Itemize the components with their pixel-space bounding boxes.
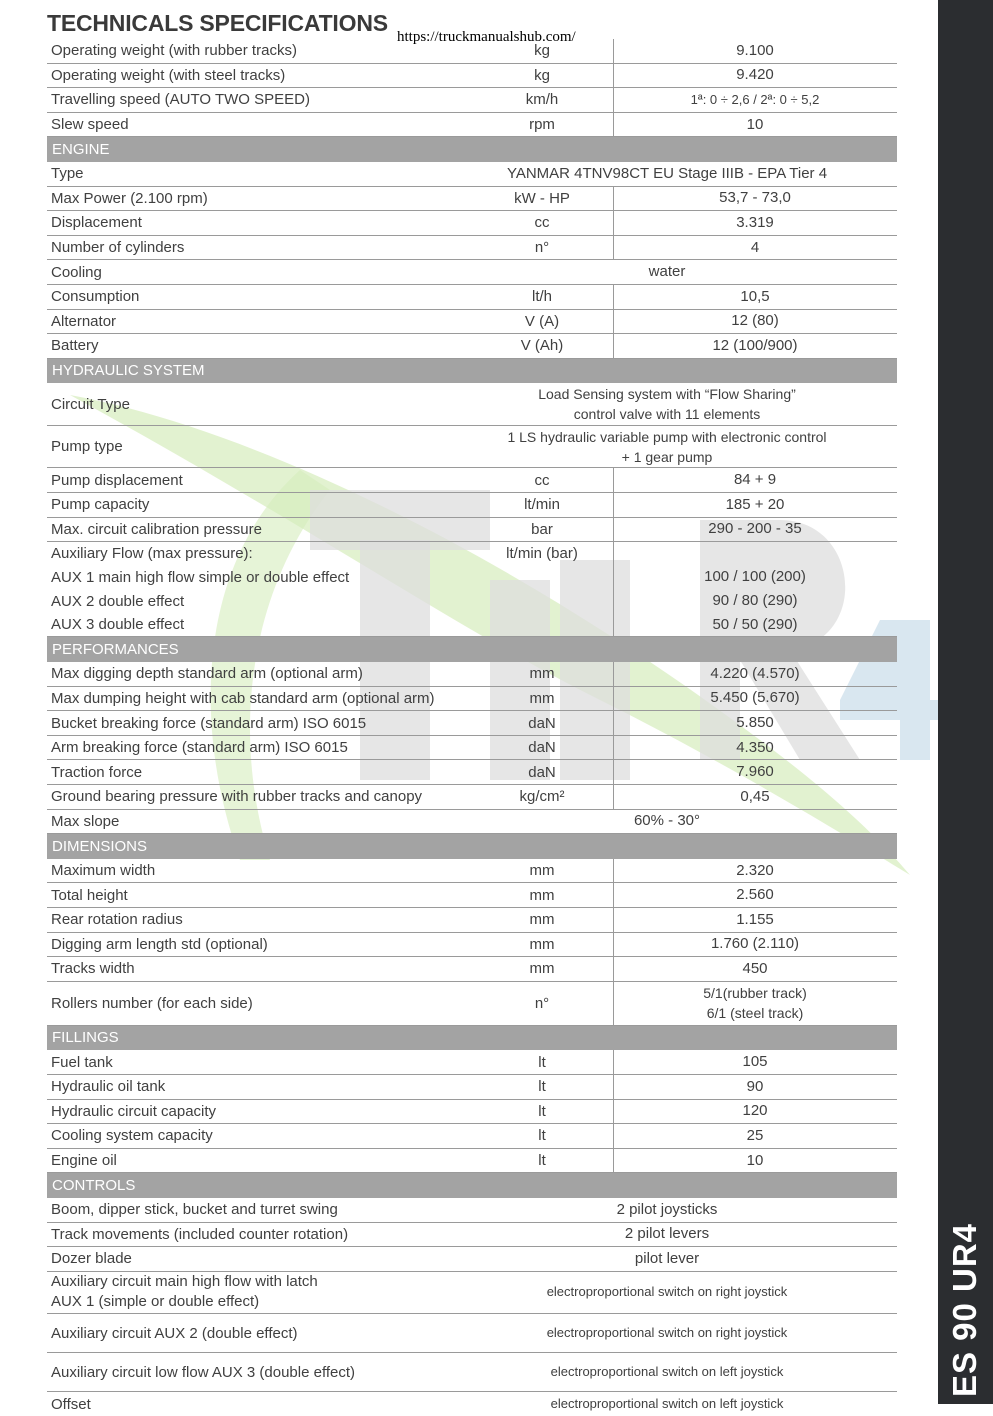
- spec-value-line: control valve with 11 elements: [573, 406, 761, 423]
- spec-label: Fuel tank: [51, 1053, 113, 1071]
- spec-label: Operating weight (with steel tracks): [51, 66, 286, 84]
- spec-unit: mm: [529, 911, 555, 929]
- spec-value: [613, 982, 897, 1025]
- spec-label: Rear rotation radius: [51, 911, 183, 929]
- spec-label: Pump type: [51, 438, 123, 456]
- spec-value: 2 pilot levers: [624, 1225, 710, 1243]
- spec-label: AUX 3 double effect: [51, 616, 185, 634]
- spec-value: 25: [746, 1126, 764, 1144]
- spec-unit: km/h: [525, 91, 559, 109]
- section-header: [47, 1173, 897, 1198]
- spec-unit: rpm: [529, 116, 555, 134]
- spec-row: [47, 542, 897, 566]
- spec-row: [47, 883, 897, 908]
- spec-value: 1.760 (2.110): [710, 935, 800, 953]
- model-name: ES 90 UR4: [946, 1222, 983, 1398]
- source-url: https://truckmanualshub.com/: [397, 29, 576, 45]
- spec-label: Total height: [51, 886, 128, 904]
- spec-label: Number of cylinders: [51, 239, 185, 257]
- spec-label: Cooling: [51, 263, 102, 281]
- spec-value: 120: [742, 1102, 768, 1120]
- spec-value: 10: [746, 115, 764, 133]
- spec-unit: cc: [534, 471, 550, 489]
- spec-table: [47, 39, 897, 1416]
- spec-label: Traction force: [51, 763, 143, 781]
- spec-unit: daN: [528, 763, 556, 781]
- spec-label: Max. circuit calibration pressure: [51, 520, 262, 538]
- spec-value: 4.350: [736, 738, 774, 756]
- spec-row: [47, 64, 897, 89]
- section-title: CONTROLS: [52, 1176, 136, 1194]
- spec-label: Type: [51, 165, 84, 183]
- spec-label: Travelling speed (AUTO TWO SPEED): [51, 91, 310, 109]
- spec-row: [47, 260, 897, 285]
- spec-row: [47, 1314, 897, 1353]
- spec-row: [47, 383, 897, 426]
- spec-row: [47, 1100, 897, 1125]
- spec-value: 105: [742, 1053, 768, 1071]
- spec-value: 100 / 100 (200): [704, 568, 806, 586]
- spec-label: Hydraulic circuit capacity: [51, 1102, 217, 1120]
- spec-row: [47, 113, 897, 138]
- spec-label: Max Power (2.100 rpm): [51, 189, 208, 207]
- spec-label: Bucket breaking force (standard arm) ISO 6015: [51, 714, 367, 732]
- spec-value: 50 / 50 (290): [712, 615, 798, 633]
- spec-label: Digging arm length std (optional): [51, 935, 268, 953]
- spec-value: 84 + 9: [733, 471, 777, 489]
- spec-value-line: 6/1 (steel track): [706, 1005, 804, 1022]
- spec-unit: mm: [529, 689, 555, 707]
- spec-row: [47, 1050, 897, 1075]
- spec-unit: lt/h: [531, 288, 552, 306]
- spec-label: Circuit Type: [51, 395, 130, 413]
- spec-value: 2.320: [736, 861, 774, 879]
- spec-unit: lt/min: [524, 496, 560, 514]
- spec-row: [47, 711, 897, 736]
- spec-row: [47, 236, 897, 261]
- spec-unit: kg: [534, 42, 550, 60]
- spec-value: 60% - 30°: [633, 812, 701, 830]
- spec-label: Consumption: [51, 288, 140, 306]
- spec-value: water: [648, 263, 686, 281]
- spec-value: 10,5: [740, 287, 770, 305]
- spec-unit: daN: [528, 714, 556, 732]
- spec-label: Arm breaking force (standard arm) ISO 6015: [51, 739, 348, 757]
- spec-row: [47, 933, 897, 958]
- spec-label: Hydraulic oil tank: [51, 1078, 166, 1096]
- spec-unit: cc: [534, 214, 550, 232]
- spec-label: Pump displacement: [51, 471, 183, 489]
- spec-value: 3.319: [736, 213, 774, 231]
- spec-value: 5.850: [736, 714, 774, 732]
- spec-label: Pump capacity: [51, 496, 150, 514]
- spec-unit: kW - HP: [514, 189, 570, 207]
- spec-label: Cooling system capacity: [51, 1127, 213, 1145]
- spec-row: [47, 908, 897, 933]
- spec-label: Rollers number (for each side): [51, 994, 253, 1012]
- spec-value: [613, 542, 897, 566]
- spec-row: [47, 1392, 897, 1416]
- spec-label: Dozer blade: [51, 1250, 132, 1268]
- spec-row: [47, 589, 897, 613]
- spec-row: [47, 810, 897, 835]
- spec-label: Operating weight (with rubber tracks): [51, 42, 297, 60]
- spec-label: Slew speed: [51, 116, 129, 134]
- spec-label: Track movements (included counter rotation): [51, 1225, 349, 1243]
- spec-unit: lt: [538, 1053, 546, 1071]
- spec-unit: mm: [529, 960, 555, 978]
- section-header: [47, 834, 897, 859]
- spec-value: 7.960: [736, 763, 774, 781]
- spec-label: [51, 1272, 491, 1314]
- section-title: ENGINE: [52, 140, 110, 158]
- spec-value: 90: [746, 1077, 764, 1095]
- spec-value: 2 pilot joysticks: [616, 1200, 718, 1218]
- spec-unit: n°: [534, 239, 550, 257]
- spec-unit: kg/cm²: [519, 788, 565, 806]
- spec-row: [47, 1124, 897, 1149]
- spec-row: [47, 285, 897, 310]
- spec-value: 1.155: [736, 910, 774, 928]
- spec-value: 9.420: [736, 66, 774, 84]
- spec-label: Auxiliary circuit low flow AUX 3 (double effect): [51, 1363, 356, 1381]
- spec-value-line: Load Sensing system with “Flow Sharing”: [538, 386, 796, 403]
- spec-value-line: 5/1(rubber track): [703, 985, 807, 1002]
- spec-value: 1ª: 0 ÷ 2,6 / 2ª: 0 ÷ 5,2: [690, 91, 820, 107]
- spec-row: [47, 518, 897, 543]
- spec-value: pilot lever: [634, 1249, 700, 1267]
- spec-value: [437, 426, 897, 468]
- spec-value: 9.100: [736, 41, 774, 59]
- section-header: [47, 359, 897, 384]
- spec-label: AUX 1 main high flow simple or double effect: [51, 568, 350, 586]
- spec-unit: kg: [534, 66, 550, 84]
- spec-unit: mm: [529, 862, 555, 880]
- spec-value: 5.450 (5.670): [710, 689, 800, 707]
- spec-value: electroproportional switch on left joystick: [550, 1396, 784, 1412]
- spec-row: [47, 613, 897, 638]
- spec-label: Max slope: [51, 812, 120, 830]
- spec-row: [47, 1272, 897, 1315]
- section-title: HYDRAULIC SYSTEM: [52, 362, 205, 380]
- spec-value: YANMAR 4TNV98CT EU Stage IIIB - EPA Tier 4: [506, 164, 828, 182]
- spec-label: Maximum width: [51, 862, 156, 880]
- spec-value: 53,7 - 73,0: [719, 189, 791, 207]
- spec-value: 4: [750, 238, 760, 256]
- spec-label: Engine oil: [51, 1152, 117, 1170]
- spec-unit: daN: [528, 739, 556, 757]
- spec-value: 10: [746, 1151, 764, 1169]
- spec-label: AUX 2 double effect: [51, 592, 185, 610]
- section-header: [47, 137, 897, 162]
- spec-unit: lt: [538, 1127, 546, 1145]
- spec-row: [47, 162, 897, 187]
- spec-value: 90 / 80 (290): [712, 592, 798, 610]
- spec-value: 185 + 20: [725, 495, 785, 513]
- spec-label: Displacement: [51, 214, 142, 232]
- spec-unit: mm: [529, 935, 555, 953]
- spec-label: Boom, dipper stick, bucket and turret swing: [51, 1201, 338, 1219]
- spec-value: [437, 383, 897, 425]
- spec-value: 12 (100/900): [712, 336, 798, 354]
- spec-label: Max dumping height with cab standard arm (optional arm): [51, 689, 435, 707]
- spec-label: Auxiliary Flow (max pressure):: [51, 545, 253, 563]
- spec-label: Tracks width: [51, 960, 135, 978]
- spec-unit: lt: [538, 1152, 546, 1170]
- spec-value: 0,45: [740, 787, 770, 805]
- spec-unit: lt/min (bar): [506, 545, 578, 563]
- spec-row: [47, 1198, 897, 1223]
- spec-row: [47, 982, 897, 1026]
- spec-value: 12 (80): [731, 312, 779, 330]
- spec-row: [47, 1353, 897, 1392]
- spec-label-line: Auxiliary circuit main high flow with latch: [51, 1273, 318, 1291]
- spec-value: 4.220 (4.570): [710, 664, 800, 682]
- section-title: DIMENSIONS: [52, 837, 148, 855]
- spec-label-line: AUX 1 (simple or double effect): [51, 1293, 260, 1311]
- spec-row: [47, 859, 897, 884]
- spec-value: 450: [742, 959, 768, 977]
- spec-row: [47, 310, 897, 335]
- spec-row: [47, 662, 897, 687]
- spec-value: electroproportional switch on left joystick: [550, 1364, 784, 1380]
- spec-label: Auxiliary circuit AUX 2 (double effect): [51, 1324, 298, 1342]
- spec-label: Alternator: [51, 312, 117, 330]
- spec-row: [47, 566, 897, 590]
- spec-unit: lt: [538, 1102, 546, 1120]
- spec-label: Offset: [51, 1395, 91, 1413]
- spec-row: [47, 468, 897, 493]
- spec-row: [47, 39, 897, 64]
- page-title: TECHNICALS SPECIFICATIONS: [47, 10, 388, 36]
- spec-row: [47, 211, 897, 236]
- spec-row: [47, 187, 897, 212]
- spec-unit: V (Ah): [520, 337, 564, 355]
- spec-row: [47, 1149, 897, 1174]
- spec-label: Max digging depth standard arm (optional arm): [51, 665, 363, 683]
- model-sidebar: [938, 0, 993, 1404]
- spec-unit: lt: [538, 1078, 546, 1096]
- spec-row: [47, 1075, 897, 1100]
- spec-row: [47, 334, 897, 359]
- spec-row: [47, 493, 897, 518]
- spec-row: [47, 785, 897, 810]
- spec-label: Ground bearing pressure with rubber tracks and canopy: [51, 788, 423, 806]
- section-title: FILLINGS: [52, 1029, 119, 1047]
- spec-value-line: 1 LS hydraulic variable pump with electronic control: [507, 428, 827, 445]
- spec-row: [47, 957, 897, 982]
- spec-value: 2.560: [736, 886, 774, 904]
- spec-unit: mm: [529, 665, 555, 683]
- spec-unit: bar: [531, 520, 553, 538]
- spec-unit: n°: [534, 994, 550, 1012]
- spec-row: [47, 1223, 897, 1248]
- spec-row: [47, 760, 897, 785]
- spec-row: [47, 1247, 897, 1272]
- spec-row: [47, 687, 897, 712]
- spec-unit: mm: [529, 886, 555, 904]
- spec-value-line: + 1 gear pump: [621, 448, 713, 465]
- spec-label: Battery: [51, 337, 99, 355]
- spec-value: 290 - 200 - 35: [708, 520, 802, 538]
- section-title: PERFORMANCES: [52, 640, 179, 658]
- spec-row: [47, 736, 897, 761]
- spec-row: [47, 88, 897, 113]
- section-header: [47, 637, 897, 662]
- spec-value: electroproportional switch on right joystick: [546, 1284, 788, 1300]
- spec-row: [47, 426, 897, 469]
- section-header: [47, 1026, 897, 1051]
- spec-value: electroproportional switch on right joystick: [546, 1325, 788, 1341]
- spec-unit: V (A): [524, 312, 560, 330]
